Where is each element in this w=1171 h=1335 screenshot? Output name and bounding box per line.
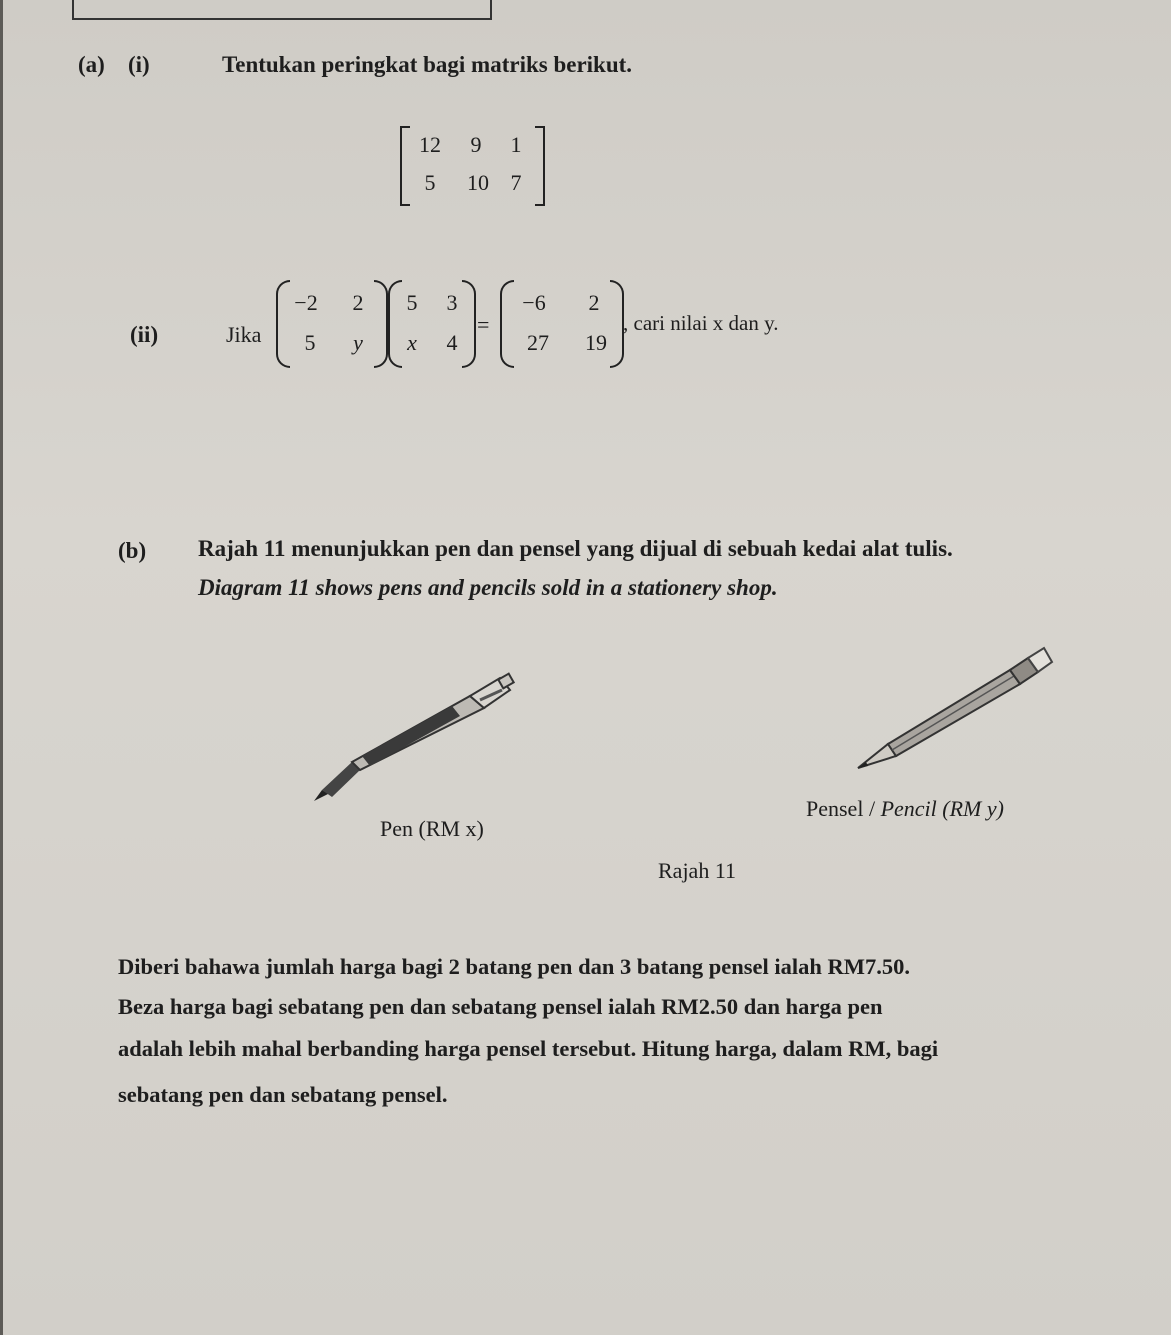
paragraph-line: sebatang pen dan sebatang pensel. bbox=[118, 1082, 448, 1107]
matrix-cell: 2 bbox=[352, 290, 364, 315]
matrix-cell: 5 bbox=[304, 330, 316, 355]
matrix-cell: 9 bbox=[470, 132, 482, 157]
diagram-title: Rajah 11 bbox=[658, 858, 736, 883]
matrix-a-ii-1 bbox=[276, 280, 388, 368]
pencil-caption-ms: Pensel / bbox=[806, 796, 881, 821]
part-b-question-ms: Rajah 11 menunjukkan pen dan pensel yang dijual di sebuah kedai alat tulis. bbox=[198, 536, 953, 561]
matrix-bracket-right bbox=[535, 126, 545, 206]
part-a-i-question: Tentukan peringkat bagi matriks berikut. bbox=[222, 52, 633, 77]
part-a-i-label: (i) bbox=[128, 52, 150, 77]
matrix-cell: y bbox=[353, 330, 363, 355]
matrix-cell: 19 bbox=[585, 330, 607, 355]
paragraph-line: Diberi bahawa jumlah harga bagi 2 batang pen dan 3 batang pensel ialah RM7.50. bbox=[118, 954, 911, 979]
matrix-cell: 7 bbox=[510, 170, 522, 195]
matrix-a-ii-3 bbox=[500, 280, 624, 368]
pencil-illustration bbox=[858, 648, 1052, 768]
pen-illustration bbox=[314, 674, 514, 801]
matrix-bracket-left bbox=[400, 126, 410, 206]
matrix-cell: −6 bbox=[522, 290, 546, 315]
part-b-label: (b) bbox=[118, 538, 147, 563]
matrix-cell: 5 bbox=[424, 170, 436, 195]
matrix-cell: 2 bbox=[588, 290, 600, 315]
pencil-caption bbox=[806, 796, 1004, 822]
part-a-ii-prefix: Jika bbox=[226, 322, 262, 347]
matrix-a-ii-2 bbox=[388, 280, 476, 368]
equals-sign: = bbox=[477, 312, 490, 337]
matrix-cell: 5 bbox=[406, 290, 418, 315]
paren-left bbox=[500, 280, 514, 368]
matrix-cell: 4 bbox=[446, 330, 458, 355]
part-a-ii-label: (ii) bbox=[130, 322, 159, 347]
part-a-ii-suffix: , cari nilai x dan y. bbox=[623, 311, 779, 335]
pen-caption: Pen (RM x) bbox=[380, 816, 484, 841]
matrix-cell: 27 bbox=[527, 330, 549, 355]
answer-box-top bbox=[72, 0, 492, 20]
matrix-cell: 3 bbox=[446, 290, 458, 315]
page-edge-line bbox=[0, 0, 3, 1335]
part-a-label: (a) bbox=[78, 52, 105, 77]
matrix-cell: 1 bbox=[510, 132, 522, 157]
paragraph-line: Beza harga bagi sebatang pen dan sebatang pensel ialah RM2.50 dan harga pen bbox=[118, 994, 883, 1019]
matrix-cell: x bbox=[407, 330, 417, 355]
matrix-a-i bbox=[400, 126, 545, 206]
matrix-cell: 12 bbox=[419, 132, 441, 157]
paragraph-line: adalah lebih mahal berbanding harga pensel tersebut. Hitung harga, dalam RM, bagi bbox=[118, 1036, 939, 1061]
pencil-caption-en: Pencil (RM y) bbox=[880, 796, 1004, 821]
part-b-question-en: Diagram 11 shows pens and pencils sold in a stationery shop. bbox=[198, 575, 778, 600]
matrix-cell: 10 bbox=[467, 170, 489, 195]
matrix-cell: −2 bbox=[294, 290, 318, 315]
